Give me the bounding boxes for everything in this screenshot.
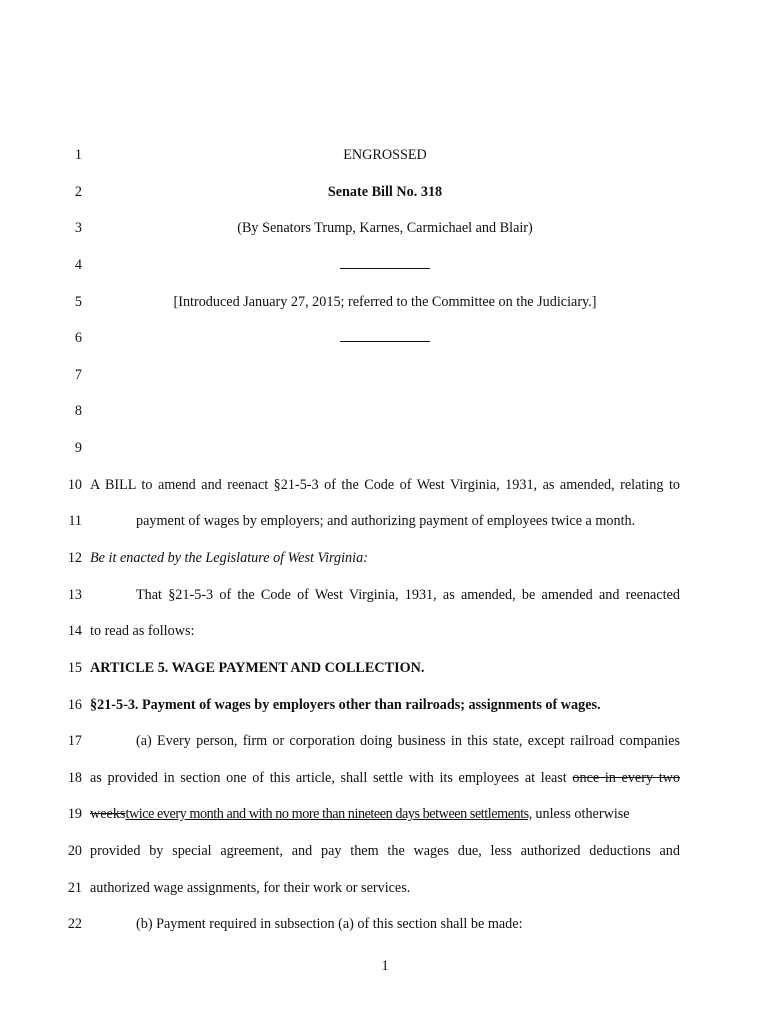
deleted-text: weeks: [90, 806, 126, 822]
line-number: 1: [74, 147, 82, 163]
body-text: unless otherwise: [531, 806, 630, 822]
line-9: [0, 436, 770, 460]
line-7: [0, 363, 770, 387]
sponsors: (By Senators Trump, Karnes, Carmichael and Blair): [237, 220, 533, 236]
line-number: 4: [74, 257, 82, 273]
line-number: 8: [74, 403, 82, 419]
line-number: 13: [67, 587, 82, 603]
line-number: 6: [74, 330, 82, 346]
deleted-text: once in every two: [572, 770, 680, 786]
line-3: [0, 216, 770, 240]
article-heading: ARTICLE 5. WAGE PAYMENT AND COLLECTION.: [90, 660, 425, 676]
line-number: 10: [67, 477, 82, 493]
line-13: [0, 583, 770, 607]
line-5: [0, 290, 770, 314]
section-heading: §21-5-3. Payment of wages by employers other than railroads; assignments of wages.: [90, 697, 601, 713]
line-number: 14: [67, 623, 82, 639]
line-6: [0, 326, 770, 350]
line-19: [0, 802, 770, 826]
line-number: 15: [67, 660, 82, 676]
engrossed-heading: ENGROSSED: [343, 147, 427, 163]
enacting-clause: Be it enacted by the Legislature of West Virginia:: [90, 550, 368, 566]
body-paragraph: [90, 802, 680, 826]
line-number: 9: [74, 440, 82, 456]
separator-rule: [90, 326, 680, 350]
body-paragraph: That §21-5-3 of the Code of West Virginia, 1931, as amended, be amended and reenacted: [136, 587, 680, 603]
line-16: [0, 693, 770, 717]
line-number: 20: [67, 843, 82, 859]
line-14: [0, 619, 770, 643]
line-15: [0, 656, 770, 680]
line-18: [0, 766, 770, 790]
line-number: 7: [74, 367, 82, 383]
body-paragraph: to read as follows:: [90, 623, 195, 639]
bill-number: Senate Bill No. 318: [327, 184, 443, 200]
line-number: 19: [67, 806, 82, 822]
inserted-text: twice every month and with no more than nineteen days between settlements,: [125, 806, 532, 822]
line-20: [0, 839, 770, 863]
line-1: [0, 143, 770, 167]
bill-title-text: A BILL to amend and reenact §21-5-3 of the Code of West Virginia, 1931, as amended, relating to: [90, 477, 680, 493]
line-8: [0, 399, 770, 423]
body-paragraph: (a) Every person, firm or corporation doing business in this state, except railroad companies: [136, 733, 680, 749]
bill-title-text: payment of wages by employers; and authorizing payment of employees twice a month.: [136, 513, 636, 529]
body-paragraph: (b) Payment required in subsection (a) of this section shall be made:: [136, 916, 523, 932]
line-11: [0, 509, 770, 533]
line-4: [0, 253, 770, 277]
line-17: [0, 729, 770, 753]
separator-rule: [90, 253, 680, 277]
body-paragraph: provided by special agreement, and pay them the wages due, less authorized deductions and: [90, 843, 680, 859]
line-22: [0, 912, 770, 936]
line-number: 3: [74, 220, 82, 236]
line-number: 16: [67, 697, 82, 713]
line-10: [0, 473, 770, 497]
line-number: 21: [67, 880, 82, 896]
line-number: 2: [74, 184, 82, 200]
body-paragraph: authorized wage assignments, for their work or services.: [90, 880, 411, 896]
introduced-note: [Introduced January 27, 2015; referred to the Committee on the Judiciary.]: [173, 294, 597, 310]
line-number: 5: [74, 294, 82, 310]
line-21: [0, 876, 770, 900]
line-number: 18: [67, 770, 82, 786]
body-paragraph: [90, 766, 680, 790]
line-number: 12: [67, 550, 82, 566]
body-text: as provided in section one of this article, shall settle with its employees at least: [90, 770, 573, 786]
page-number: 1: [381, 958, 389, 974]
line-number: 17: [67, 733, 82, 749]
line-number: 11: [68, 513, 82, 529]
line-2: [0, 180, 770, 204]
line-number: 22: [67, 916, 82, 932]
line-12: [0, 546, 770, 570]
